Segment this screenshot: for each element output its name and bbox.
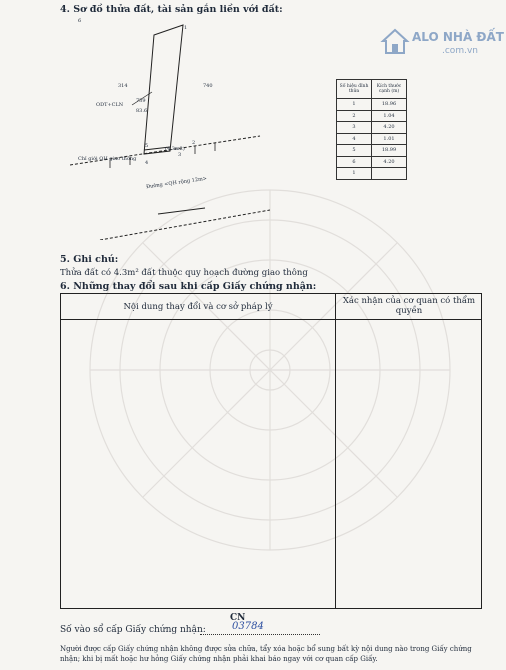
table-row bbox=[337, 110, 407, 122]
table-row bbox=[337, 99, 407, 111]
section5-heading: 5. Ghi chú: bbox=[60, 254, 119, 265]
length-cell: 18.99 bbox=[372, 145, 407, 157]
land-use-code: ODT+CLN bbox=[96, 102, 124, 108]
registry-line bbox=[200, 634, 320, 635]
point-label: 6 bbox=[78, 18, 82, 24]
changes-table bbox=[60, 293, 482, 609]
table-row bbox=[337, 145, 407, 157]
adjacent-parcel-left: 314 bbox=[118, 83, 128, 89]
changes-header-confirmation: Xác nhận của cơ quan có thẩm quyền bbox=[342, 296, 476, 316]
point-label: 3 bbox=[178, 152, 182, 158]
adjacent-parcel-right: 740 bbox=[203, 83, 213, 89]
table-row bbox=[337, 168, 407, 180]
table-row bbox=[337, 122, 407, 134]
road-label: Đường <QH rộng 12m> bbox=[145, 175, 208, 191]
changes-left-column bbox=[61, 294, 336, 608]
planning-area: (4.3m2) bbox=[165, 146, 185, 152]
point-label: 1 bbox=[184, 25, 188, 31]
length-cell bbox=[372, 168, 407, 180]
point-cell: 1 bbox=[337, 99, 372, 111]
table-row bbox=[337, 156, 407, 168]
length-cell: 1.04 bbox=[372, 110, 407, 122]
point-cell: 2 bbox=[337, 110, 372, 122]
point-label: 2 bbox=[192, 140, 196, 146]
boundary-note: Chỉ giới QH giao thông bbox=[78, 156, 137, 162]
point-cell: 4 bbox=[337, 133, 372, 145]
brand-name: ALO NHÀ ĐẤT bbox=[412, 30, 504, 44]
length-cell: 4.20 bbox=[372, 156, 407, 168]
footer-notice: Người được cấp Giấy chứng nhận không được sửa chữa, tẩy xóa hoặc bổ sung bất kỳ nội dung nào trong Giấy chứng nhận; khi bị mất hoặc hư hỏng Giấy chứng nhận phải khai báo ngay với cơ quan cấp Giấy. bbox=[60, 645, 472, 663]
point-cell: 3 bbox=[337, 122, 372, 134]
parcel-number: 739 bbox=[136, 98, 146, 104]
edge-dimension-table bbox=[336, 79, 407, 180]
note-text: Thửa đất có 4.3m² đất thuộc quy hoạch đường giao thông bbox=[60, 268, 308, 278]
length-cell: 1.01 bbox=[372, 133, 407, 145]
brand-logo bbox=[380, 22, 504, 66]
registry-number: 03784 bbox=[232, 621, 264, 632]
house-icon bbox=[380, 26, 410, 56]
registry-label: Số vào sổ cấp Giấy chứng nhận: bbox=[60, 625, 206, 635]
brand-domain: .com.vn bbox=[442, 46, 478, 56]
section4-heading: 4. Sơ đồ thửa đất, tài sản gắn liền với đất: bbox=[60, 4, 283, 15]
length-cell: 18.96 bbox=[372, 99, 407, 111]
table-header: Kích thước cạnh (m) bbox=[372, 80, 407, 99]
changes-header-content: Nội dung thay đổi và cơ sở pháp lý bbox=[123, 302, 273, 312]
parcel-sketch bbox=[70, 20, 270, 240]
point-cell: 5 bbox=[337, 145, 372, 157]
length-cell: 4.20 bbox=[372, 122, 407, 134]
point-cell: 6 bbox=[337, 156, 372, 168]
point-label: 4 bbox=[145, 160, 149, 166]
table-header: Số hiệu đỉnh thửa bbox=[337, 80, 372, 99]
point-label: 5 bbox=[145, 143, 149, 149]
parcel-area: 83.6 bbox=[136, 108, 148, 114]
table-row bbox=[337, 133, 407, 145]
section6-heading: 6. Những thay đổi sau khi cấp Giấy chứng nhận: bbox=[60, 281, 317, 292]
prefix-code: CN bbox=[230, 613, 246, 623]
point-cell: 1 bbox=[337, 168, 372, 180]
